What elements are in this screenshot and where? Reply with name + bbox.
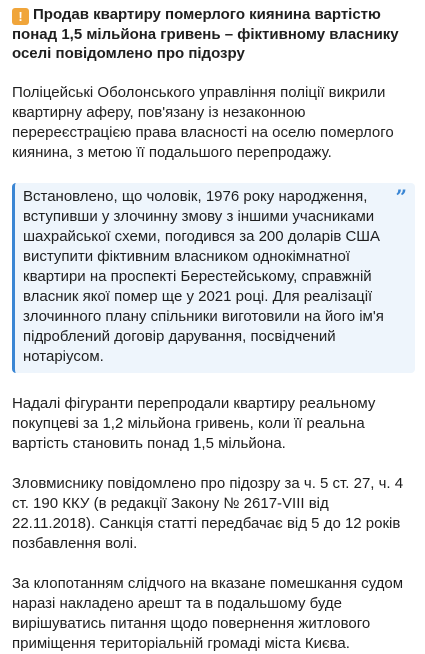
- post-title-text: Продав квартиру померлого киянина вартістю понад 1,5 мільйона гривень – фіктивному власнику оселі повідомлено про підозру: [12, 6, 399, 62]
- intro-paragraph: Поліцейські Оболонського управління поліції викрили квартирну аферу, пов'язану із незаконною перереєстрацією права власності на оселю померлого киянина, з метою її подальшого перепродажу.: [12, 84, 394, 161]
- blockquote: [12, 183, 415, 373]
- arrest-paragraph: За клопотанням слідчого на вказане помешкання судом наразі накладено арешт та в подальшому буде вирішуватись питання щодо повернення житлового приміщення територіальній громаді міста Києва.: [12, 575, 404, 652]
- quote-text: Встановлено, що чоловік, 1976 року народження, вступивши у злочинну змову з іншими учасниками шахрайської схеми, погодився за 200 доларів США виступити фіктивним власником однокімнатної квартири на проспекті Берестейському, справжній власник якої помер ще у 2021 році. Для реалізації злочинного плану спільники виготовили на його ім'я підроблений договір дарування, посвідчений нотаріусом.: [23, 188, 384, 365]
- exclamation-icon: !: [12, 8, 29, 25]
- post-title: [12, 5, 415, 63]
- resale-paragraph: Надалі фігуранти перепродали квартиру реальному покупцеві за 1,2 мільйона гривень, коли її реальна вартість становить понад 1,5 мільйона.: [12, 395, 376, 452]
- charges-paragraph: Зловмиснику повідомлено про підозру за ч. 5 ст. 27, ч. 4 ст. 190 ККУ (в редакції Закону № 2617-VIII від 22.11.2018). Санкція статті передбачає від 5 до 12 років позбавлення волі.: [12, 475, 404, 552]
- quote-icon: ”: [395, 185, 407, 209]
